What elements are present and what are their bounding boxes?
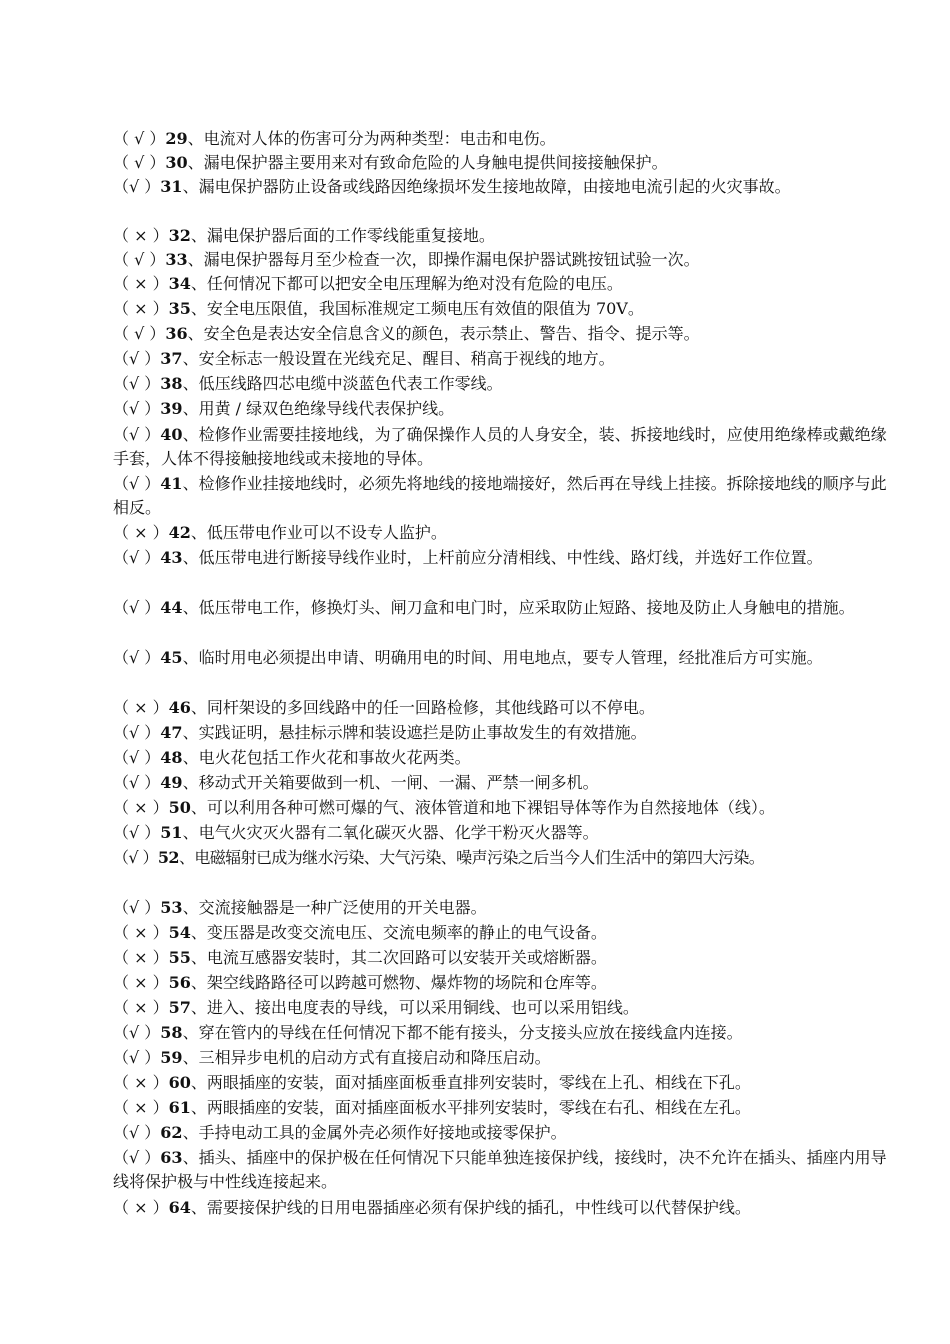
question-34	[113, 272, 889, 296]
question-number: 54	[168, 923, 191, 942]
question-47	[113, 721, 889, 745]
answer-mark: （ √ ）	[113, 129, 166, 148]
question-text: 、任何情况下都可以把安全电压理解为绝对没有危险的电压。	[190, 274, 623, 293]
answer-mark: （ × ）	[113, 948, 169, 967]
question-44	[113, 596, 889, 620]
question-number: 47	[160, 723, 183, 742]
answer-mark: （√ ）	[113, 399, 161, 418]
question-number: 49	[160, 773, 183, 792]
answer-mark: （ × ）	[113, 698, 169, 717]
question-50	[113, 796, 889, 820]
question-number: 40	[160, 425, 183, 444]
answer-mark: （√ ）	[113, 1048, 161, 1067]
question-text: 、电流对人体的伤害可分为两种类型：电击和电伤。	[187, 129, 556, 148]
question-38	[113, 372, 889, 396]
question-59	[113, 1046, 889, 1070]
question-number: 33	[165, 250, 188, 269]
question-29	[113, 127, 889, 151]
answer-mark: （ √ ）	[113, 153, 166, 172]
question-30	[113, 151, 889, 175]
question-43	[113, 546, 889, 570]
question-number: 61	[168, 1098, 191, 1117]
question-text: 、架空线路路径可以跨越可燃物、爆炸物的场院和仓库等。	[190, 973, 607, 992]
question-number: 45	[160, 648, 183, 667]
question-37	[113, 347, 889, 371]
question-45	[113, 646, 889, 670]
question-number: 46	[168, 698, 191, 717]
question-number: 52	[157, 848, 179, 867]
question-56	[113, 971, 889, 995]
question-text: 、需要接保护线的日用电器插座必须有保护线的插孔，中性线可以代替保护线。	[190, 1198, 751, 1217]
question-number: 36	[165, 324, 188, 343]
question-text: 、临时用电必须提出申请、明确用电的时间、用电地点，要专人管理，经批准后方可实施。	[182, 648, 823, 667]
answer-mark: （ × ）	[113, 299, 169, 318]
question-text: 、低压带电进行断接导线作业时，上杆前应分清相线、中性线、路灯线，并选好工作位置。	[182, 548, 823, 567]
question-64	[113, 1196, 889, 1220]
answer-mark: （ × ）	[113, 274, 169, 293]
answer-mark: （√ ）	[113, 474, 161, 493]
question-number: 38	[160, 374, 183, 393]
answer-mark: （ × ）	[113, 523, 169, 542]
question-number: 63	[160, 1148, 183, 1167]
question-text: 、同杆架设的多回线路中的任一回路检修，其他线路可以不停电。	[190, 698, 655, 717]
answer-mark: （√ ）	[113, 723, 161, 742]
answer-mark: （ √ ）	[113, 324, 166, 343]
question-number: 41	[160, 474, 183, 493]
question-60	[113, 1071, 889, 1095]
question-text: 、变压器是改变交流电压、交流电频率的静止的电气设备。	[190, 923, 607, 942]
question-text: 、低压带电工作，修换灯头、闸刀盒和电门时，应采取防止短路、接地及防止人身触电的措施。	[182, 598, 855, 617]
answer-mark: （ × ）	[113, 1198, 169, 1217]
answer-mark: （√ ）	[113, 598, 161, 617]
question-52	[113, 846, 889, 870]
question-number: 35	[168, 299, 191, 318]
question-text: 、电磁辐射已成为继水污染、大气污染、噪声污染之后当今人们生活中的第四大污染。	[178, 848, 765, 867]
question-number: 48	[160, 748, 183, 767]
question-text: 、两眼插座的安装，面对插座面板水平排列安装时，零线在右孔、相线在左孔。	[190, 1098, 751, 1117]
answer-mark: （√ ）	[113, 548, 161, 567]
question-number: 50	[168, 798, 191, 817]
question-61	[113, 1096, 889, 1120]
question-number: 51	[160, 823, 183, 842]
question-42	[113, 521, 889, 545]
answer-mark: （ × ）	[113, 923, 169, 942]
question-text: 、电火花包括工作火花和事故火花两类。	[182, 748, 471, 767]
question-number: 37	[160, 349, 183, 368]
question-number: 58	[160, 1023, 183, 1042]
answer-mark: （√ ）	[113, 374, 161, 393]
answer-mark: （ × ）	[113, 226, 169, 245]
answer-mark: （ × ）	[113, 798, 169, 817]
answer-mark: （√ ）	[113, 1123, 161, 1142]
answer-mark: （√ ）	[113, 898, 161, 917]
question-text: 、插头、插座中的保护极在任何情况下只能单独连接保护线，接线时，决不允许在插头、插座内用导线将保护极与中性线连接起来。	[113, 1148, 887, 1191]
question-number: 31	[160, 177, 183, 196]
question-31	[113, 175, 889, 199]
answer-mark: （√ ）	[113, 848, 158, 867]
question-text: 、安全色是表达安全信息含义的颜色，表示禁止、警告、指令、提示等。	[187, 324, 700, 343]
question-41	[113, 472, 889, 520]
question-48	[113, 746, 889, 770]
question-number: 42	[168, 523, 191, 542]
answer-mark: （ × ）	[113, 973, 169, 992]
answer-mark: （√ ）	[113, 349, 161, 368]
question-text: 、电流互感器安装时，其二次回路可以安装开关或熔断器。	[190, 948, 607, 967]
question-text: 、手持电动工具的金属外壳必须作好接地或接零保护。	[182, 1123, 567, 1142]
question-text: 、用黄 / 绿双色绝缘导线代表保护线。	[182, 399, 455, 418]
question-63	[113, 1146, 889, 1194]
question-number: 53	[160, 898, 183, 917]
question-32	[113, 224, 889, 248]
answer-mark: （√ ）	[113, 773, 161, 792]
question-62	[113, 1121, 889, 1145]
question-55	[113, 946, 889, 970]
question-51	[113, 821, 889, 845]
answer-mark: （√ ）	[113, 177, 161, 196]
question-number: 62	[160, 1123, 183, 1142]
question-58	[113, 1021, 889, 1045]
question-text: 、交流接触器是一种广泛使用的开关电器。	[182, 898, 487, 917]
question-number: 30	[165, 153, 188, 172]
question-35	[113, 297, 889, 321]
question-number: 43	[160, 548, 183, 567]
question-number: 57	[168, 998, 191, 1017]
answer-mark: （√ ）	[113, 425, 161, 444]
question-text: 、穿在管内的导线在任何情况下都不能有接头，分支接头应放在接线盒内连接。	[182, 1023, 743, 1042]
question-number: 59	[160, 1048, 183, 1067]
answer-mark: （√ ）	[113, 748, 161, 767]
question-text: 、三相异步电机的启动方式有直接启动和降压启动。	[182, 1048, 551, 1067]
question-46	[113, 696, 889, 720]
question-54	[113, 921, 889, 945]
question-number: 60	[168, 1073, 191, 1092]
question-text: 、低压线路四芯电缆中淡蓝色代表工作零线。	[182, 374, 503, 393]
question-text: 、漏电保护器主要用来对有致命危险的人身触电提供间接接触保护。	[187, 153, 668, 172]
question-40	[113, 423, 889, 471]
question-text: 、可以利用各种可燃可爆的气、液体管道和地下裸铝导体等作为自然接地体（线）。	[190, 798, 775, 817]
question-49	[113, 771, 889, 795]
question-number: 39	[160, 399, 183, 418]
question-text: 、两眼插座的安装，面对插座面板垂直排列安装时，零线在上孔、相线在下孔。	[190, 1073, 751, 1092]
question-39	[113, 397, 889, 421]
answer-mark: （√ ）	[113, 823, 161, 842]
question-number: 44	[160, 598, 183, 617]
question-text: 、电气火灾灭火器有二氧化碳灭火器、化学干粉灭火器等。	[182, 823, 599, 842]
question-text: 、检修作业需要挂接地线，为了确保操作人员的人身安全，装、拆接地线时，应使用绝缘棒或戴绝缘手套，人体不得接触接地线或未接地的导体。	[113, 425, 887, 468]
question-text: 、漏电保护器防止设备或线路因绝缘损坏发生接地故障，由接地电流引起的火灾事故。	[182, 177, 791, 196]
question-text: 、漏电保护器每月至少检查一次，即操作漏电保护器试跳按钮试验一次。	[187, 250, 700, 269]
question-text: 、检修作业挂接地线时，必须先将地线的接地端接好，然后再在导线上挂接。拆除接地线的顺序与此相反。	[113, 474, 887, 517]
answer-mark: （ √ ）	[113, 250, 166, 269]
question-text: 、漏电保护器后面的工作零线能重复接地。	[190, 226, 495, 245]
question-number: 56	[168, 973, 191, 992]
question-53	[113, 896, 889, 920]
answer-mark: （ × ）	[113, 998, 169, 1017]
question-text: 、安全标志一般设置在光线充足、醒目、稍高于视线的地方。	[182, 349, 615, 368]
question-36	[113, 322, 889, 346]
question-text: 、进入、接出电度表的导线，可以采用铜线、也可以采用铝线。	[190, 998, 639, 1017]
question-number: 29	[165, 129, 188, 148]
question-text: 、实践证明，悬挂标示牌和装设遮拦是防止事故发生的有效措施。	[182, 723, 647, 742]
question-number: 34	[168, 274, 191, 293]
question-number: 55	[168, 948, 191, 967]
question-text: 、低压带电作业可以不设专人监护。	[190, 523, 447, 542]
question-33	[113, 248, 889, 272]
answer-mark: （√ ）	[113, 1148, 161, 1167]
answer-mark: （ × ）	[113, 1098, 169, 1117]
question-number: 32	[168, 226, 191, 245]
answer-mark: （√ ）	[113, 1023, 161, 1042]
question-text: 、安全电压限值，我国标准规定工频电压有效值的限值为 70V。	[190, 299, 644, 318]
answer-mark: （ × ）	[113, 1073, 169, 1092]
question-number: 64	[168, 1198, 191, 1217]
question-text: 、移动式开关箱要做到一机、一闸、一漏、严禁一闸多机。	[182, 773, 599, 792]
question-57	[113, 996, 889, 1020]
answer-mark: （√ ）	[113, 648, 161, 667]
